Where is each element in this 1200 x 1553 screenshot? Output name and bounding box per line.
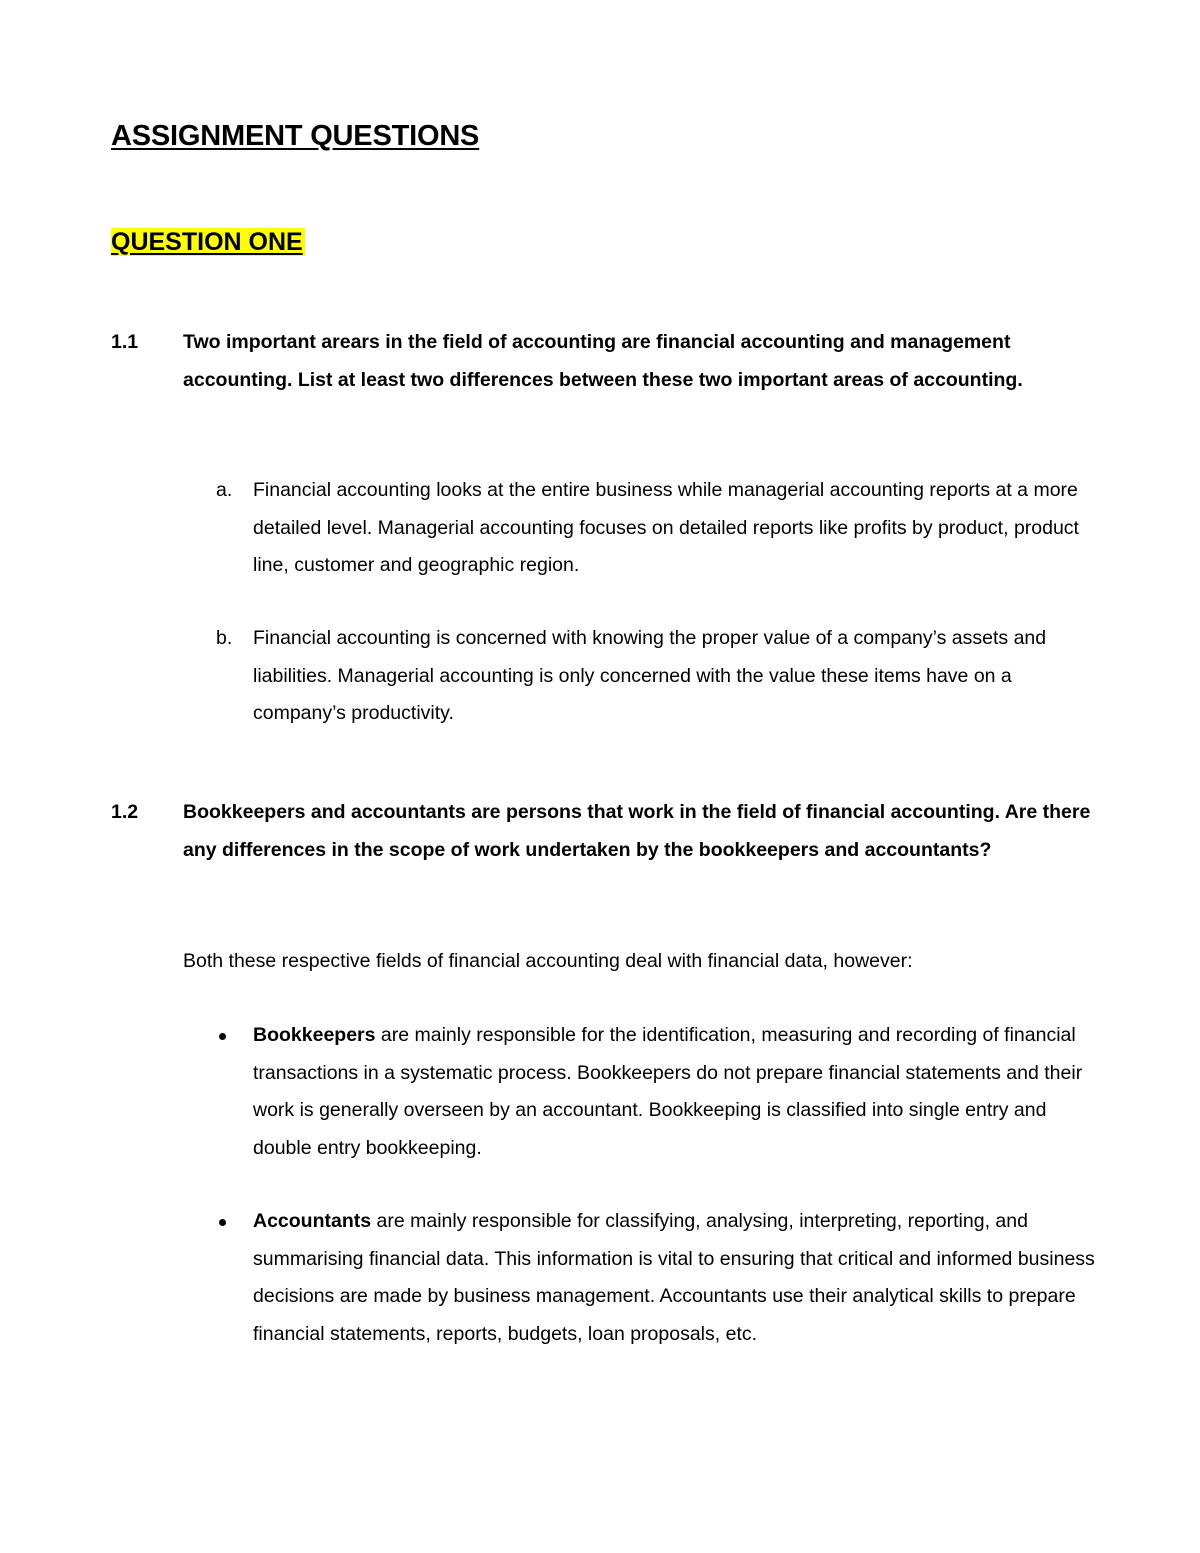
- bullet-text: [253, 1017, 1103, 1167]
- bullet-icon: [219, 1219, 226, 1226]
- question-text: Bookkeepers and accountants are persons that work in the field of financial accounting. Are there any differences in the scope of work undertaken by the bookkeepers and accountants?: [183, 801, 1091, 861]
- answer-text: Financial accounting looks at the entire business while managerial accounting reports at a more detailed level. Managerial accounting focuses on detailed reports like profits by product, product line, customer and geographic region.: [253, 479, 1079, 576]
- bullet-description: are mainly responsible for the identification, measuring and recording of financial transactions in a systematic process. Bookkeepers do not prepare financial statements and their work is generally overseen by an accountant. Bookkeeping is classified into single entry and double entry bookkeeping.: [253, 1024, 1083, 1159]
- bullet-description: are mainly responsible for classifying, analysing, interpreting, reporting, and summarising financial data. This information is vital to ensuring that critical and informed business decisions are made by business management. Accountants use their analytical skills to prepare financial statements, reports, budgets, loan proposals, etc.: [253, 1210, 1095, 1345]
- answer-text: Financial accounting is concerned with knowing the proper value of a company’s assets and liabilities. Managerial accounting is only concerned with the value these items have on a company’s productivity.: [253, 627, 1047, 724]
- list-marker: a.: [216, 479, 233, 501]
- bullet-term: Accountants: [253, 1210, 372, 1232]
- highlighted-section-label: QUESTION ONE: [111, 228, 303, 256]
- document-title: ASSIGNMENT QUESTIONS: [111, 120, 480, 152]
- section-heading: [111, 225, 305, 259]
- bullet-icon: [219, 1033, 226, 1040]
- question-number: 1.1: [111, 331, 139, 353]
- bullet-text: [253, 1203, 1103, 1353]
- question-number: 1.2: [111, 801, 139, 823]
- answer-intro: Both these respective fields of financial accounting deal with financial data, however:: [183, 950, 913, 972]
- question-text: Two important arears in the field of accounting are financial accounting and management accounting. List at least two differences between these two important areas of accounting.: [183, 331, 1023, 391]
- bullet-term: Bookkeepers: [253, 1024, 376, 1046]
- list-marker: b.: [216, 627, 233, 649]
